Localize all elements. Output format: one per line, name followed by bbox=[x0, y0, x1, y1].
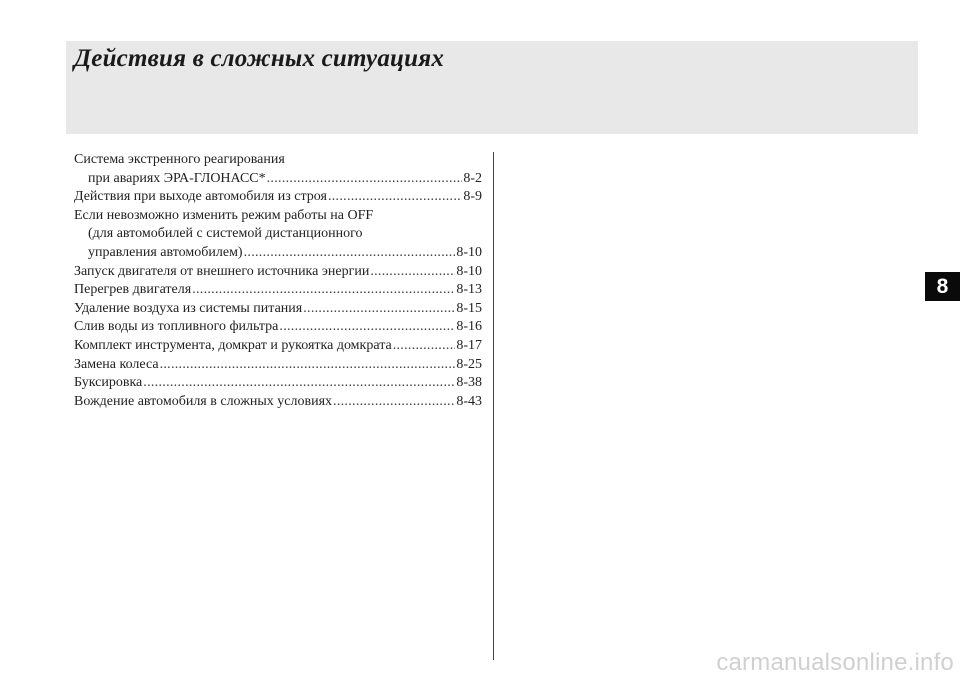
table-of-contents bbox=[74, 151, 482, 411]
toc-page-number: 8-2 bbox=[463, 170, 482, 186]
toc-entry[interactable] bbox=[74, 337, 482, 356]
toc-entry-title: (для автомобилей с системой дистанционного bbox=[88, 226, 363, 242]
toc-page-number: 8-15 bbox=[456, 300, 482, 316]
toc-entry-title: Вождение автомобиля в сложных условиях bbox=[74, 393, 333, 409]
toc-page-number: 8-9 bbox=[463, 189, 482, 205]
toc-leader-dots bbox=[393, 337, 456, 356]
toc-line bbox=[74, 300, 482, 319]
toc-page-number: 8-13 bbox=[456, 282, 482, 298]
toc-entry[interactable] bbox=[74, 356, 482, 375]
chapter-tab[interactable]: 8 bbox=[925, 272, 960, 301]
toc-leader-dots bbox=[192, 281, 455, 300]
toc-entry-title: управления автомобилем) bbox=[88, 244, 243, 260]
toc-line bbox=[74, 318, 482, 337]
toc-line bbox=[74, 393, 482, 412]
toc-page-number: 8-16 bbox=[456, 319, 482, 335]
toc-line bbox=[74, 263, 482, 282]
toc-entry[interactable] bbox=[74, 281, 482, 300]
toc-leader-dots bbox=[370, 263, 455, 282]
toc-leader-dots bbox=[303, 300, 455, 319]
toc-page-number: 8-38 bbox=[456, 375, 482, 391]
toc-page-number: 8-43 bbox=[456, 393, 482, 409]
toc-entry[interactable] bbox=[74, 207, 482, 263]
toc-line bbox=[74, 188, 482, 207]
toc-line bbox=[74, 151, 482, 170]
toc-entry-title: Действия при выходе автомобиля из строя bbox=[74, 189, 327, 205]
toc-line bbox=[74, 356, 482, 375]
toc-line bbox=[74, 337, 482, 356]
toc-entry-title: Перегрев двигателя bbox=[74, 282, 192, 298]
toc-entry[interactable] bbox=[74, 151, 482, 188]
toc-entry-title: Запуск двигателя от внешнего источника энергии bbox=[74, 263, 370, 279]
toc-entry-title: Замена колеса bbox=[74, 356, 159, 372]
toc-line bbox=[74, 170, 482, 189]
toc-entry[interactable] bbox=[74, 318, 482, 337]
toc-line bbox=[74, 225, 482, 244]
toc-entry-title: Слив воды из топливного фильтра bbox=[74, 319, 279, 335]
toc-leader-dots bbox=[333, 393, 455, 412]
toc-leader-dots bbox=[279, 318, 455, 337]
toc-entry-title: при авариях ЭРА-ГЛОНАСС* bbox=[88, 170, 266, 186]
toc-line bbox=[74, 207, 482, 226]
toc-line bbox=[74, 244, 482, 263]
toc-leader-dots bbox=[160, 356, 456, 375]
toc-leader-dots bbox=[328, 188, 462, 207]
toc-entry-title: Буксировка bbox=[74, 375, 143, 391]
toc-entry-title: Удаление воздуха из системы питания bbox=[74, 300, 303, 316]
toc-page-number: 8-25 bbox=[456, 356, 482, 372]
toc-entry-title: Если невозможно изменить режим работы на OFF bbox=[74, 207, 374, 223]
toc-entry[interactable] bbox=[74, 374, 482, 393]
toc-leader-dots bbox=[244, 244, 456, 263]
toc-leader-dots bbox=[143, 374, 455, 393]
toc-entry-title: Комплект инструмента, домкрат и рукоятка домкрата bbox=[74, 337, 392, 353]
chapter-header bbox=[66, 41, 918, 134]
toc-page-number: 8-10 bbox=[456, 244, 482, 260]
toc-page-number: 8-10 bbox=[456, 263, 482, 279]
toc-entry[interactable] bbox=[74, 188, 482, 207]
toc-line bbox=[74, 374, 482, 393]
watermark: carmanualsonline.info bbox=[716, 649, 954, 676]
toc-page-number: 8-17 bbox=[456, 337, 482, 353]
toc-entry[interactable] bbox=[74, 393, 482, 412]
toc-entry[interactable] bbox=[74, 263, 482, 282]
toc-leader-dots bbox=[267, 170, 463, 189]
column-divider bbox=[493, 152, 494, 660]
toc-entry-title: Система экстренного реагирования bbox=[74, 152, 285, 167]
toc-entry[interactable] bbox=[74, 300, 482, 319]
toc-line bbox=[74, 281, 482, 300]
chapter-title: Действия в сложных ситуациях bbox=[74, 45, 445, 72]
